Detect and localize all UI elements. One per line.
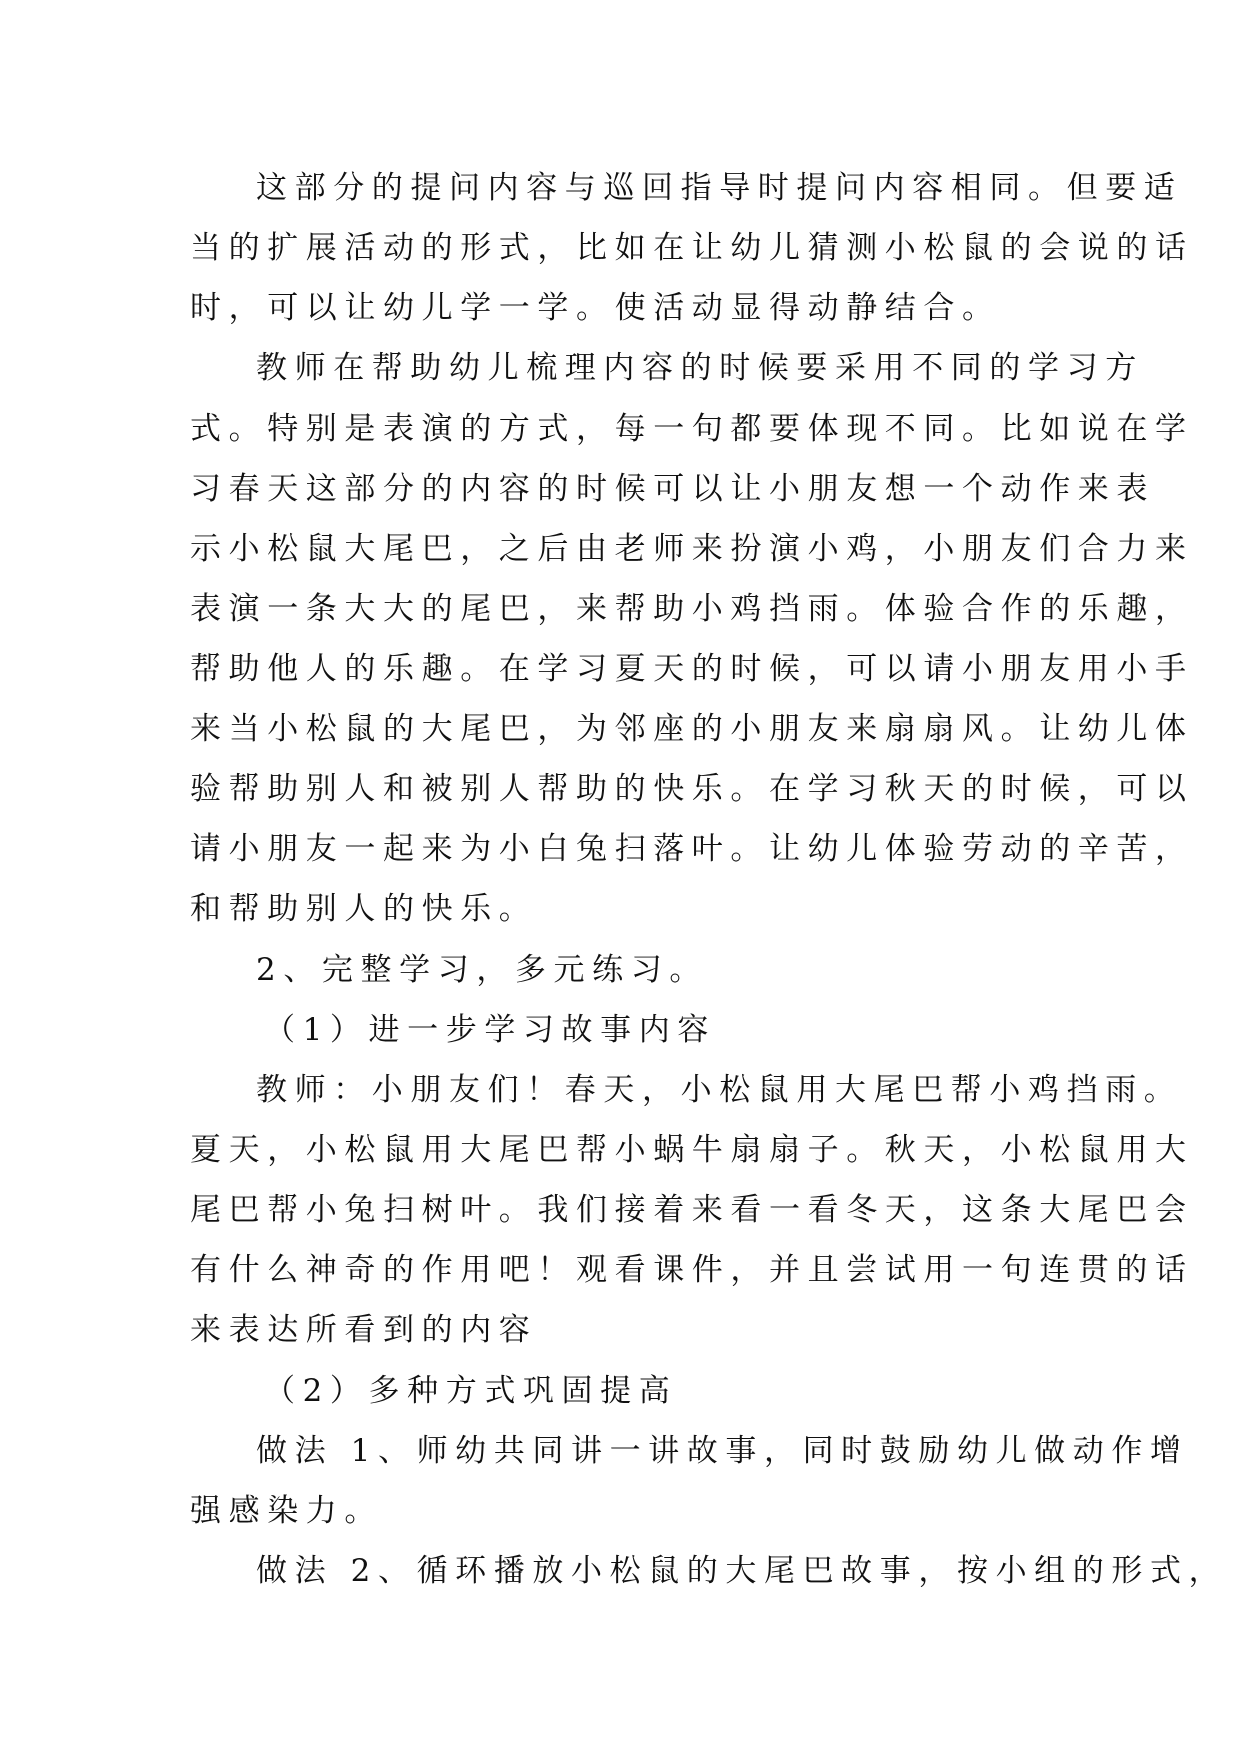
paragraph-1-line-3: 时，可以让幼儿学一学。使活动显得动静结合。 — [190, 290, 1001, 326]
paragraph-2-line-1: 教师在帮助幼儿梳理内容的时候要采用不同的学习方 — [256, 350, 1144, 386]
paragraph-2-line-9: 请小朋友一起来为小白兔扫落叶。让幼儿体验劳动的辛苦， — [190, 831, 1194, 867]
subheading-2: （2）多种方式巩固提高 — [264, 1373, 678, 1409]
paragraph-2-line-2: 式。特别是表演的方式，每一句都要体现不同。比如说在学 — [190, 411, 1194, 447]
method-2-line-1: 做法 2、循环播放小松鼠的大尾巴故事，按小组的形式， — [256, 1553, 1228, 1589]
paragraph-3-line-3: 尾巴帮小兔扫树叶。我们接着来看一看冬天，这条大尾巴会 — [190, 1192, 1194, 1228]
paragraph-1-line-1: 这部分的提问内容与巡回指导时提问内容相同。但要适 — [256, 170, 1183, 206]
paragraph-3-line-1: 教师：小朋友们！春天，小松鼠用大尾巴帮小鸡挡雨。 — [256, 1072, 1183, 1108]
paragraph-3-line-2: 夏天，小松鼠用大尾巴帮小蜗牛扇扇子。秋天，小松鼠用大 — [190, 1132, 1194, 1168]
paragraph-2-line-3: 习春天这部分的内容的时候可以让小朋友想一个动作来表 — [190, 471, 1155, 507]
paragraph-2-line-6: 帮助他人的乐趣。在学习夏天的时候，可以请小朋友用小手 — [190, 651, 1194, 687]
paragraph-2-line-8: 验帮助别人和被别人帮助的快乐。在学习秋天的时候，可以 — [190, 771, 1194, 807]
paragraph-2-line-4: 示小松鼠大尾巴，之后由老师来扮演小鸡，小朋友们合力来 — [190, 531, 1194, 567]
paragraph-2-line-7: 来当小松鼠的大尾巴，为邻座的小朋友来扇扇风。让幼儿体 — [190, 711, 1194, 747]
paragraph-1-line-2: 当的扩展活动的形式，比如在让幼儿猜测小松鼠的会说的话 — [190, 230, 1194, 266]
subheading-1: （1）进一步学习故事内容 — [264, 1012, 716, 1048]
method-1-line-1: 做法 1、师幼共同讲一讲故事，同时鼓励幼儿做动作增 — [256, 1433, 1189, 1469]
paragraph-3-line-5: 来表达所看到的内容 — [190, 1312, 538, 1348]
paragraph-2-line-5: 表演一条大大的尾巴，来帮助小鸡挡雨。体验合作的乐趣， — [190, 591, 1194, 627]
method-1-line-2: 强感染力。 — [190, 1493, 383, 1529]
paragraph-3-line-4: 有什么神奇的作用吧！观看课件，并且尝试用一句连贯的话 — [190, 1252, 1194, 1288]
section-heading-2: 2、完整学习，多元练习。 — [256, 952, 708, 988]
paragraph-2-line-10: 和帮助别人的快乐。 — [190, 891, 538, 927]
